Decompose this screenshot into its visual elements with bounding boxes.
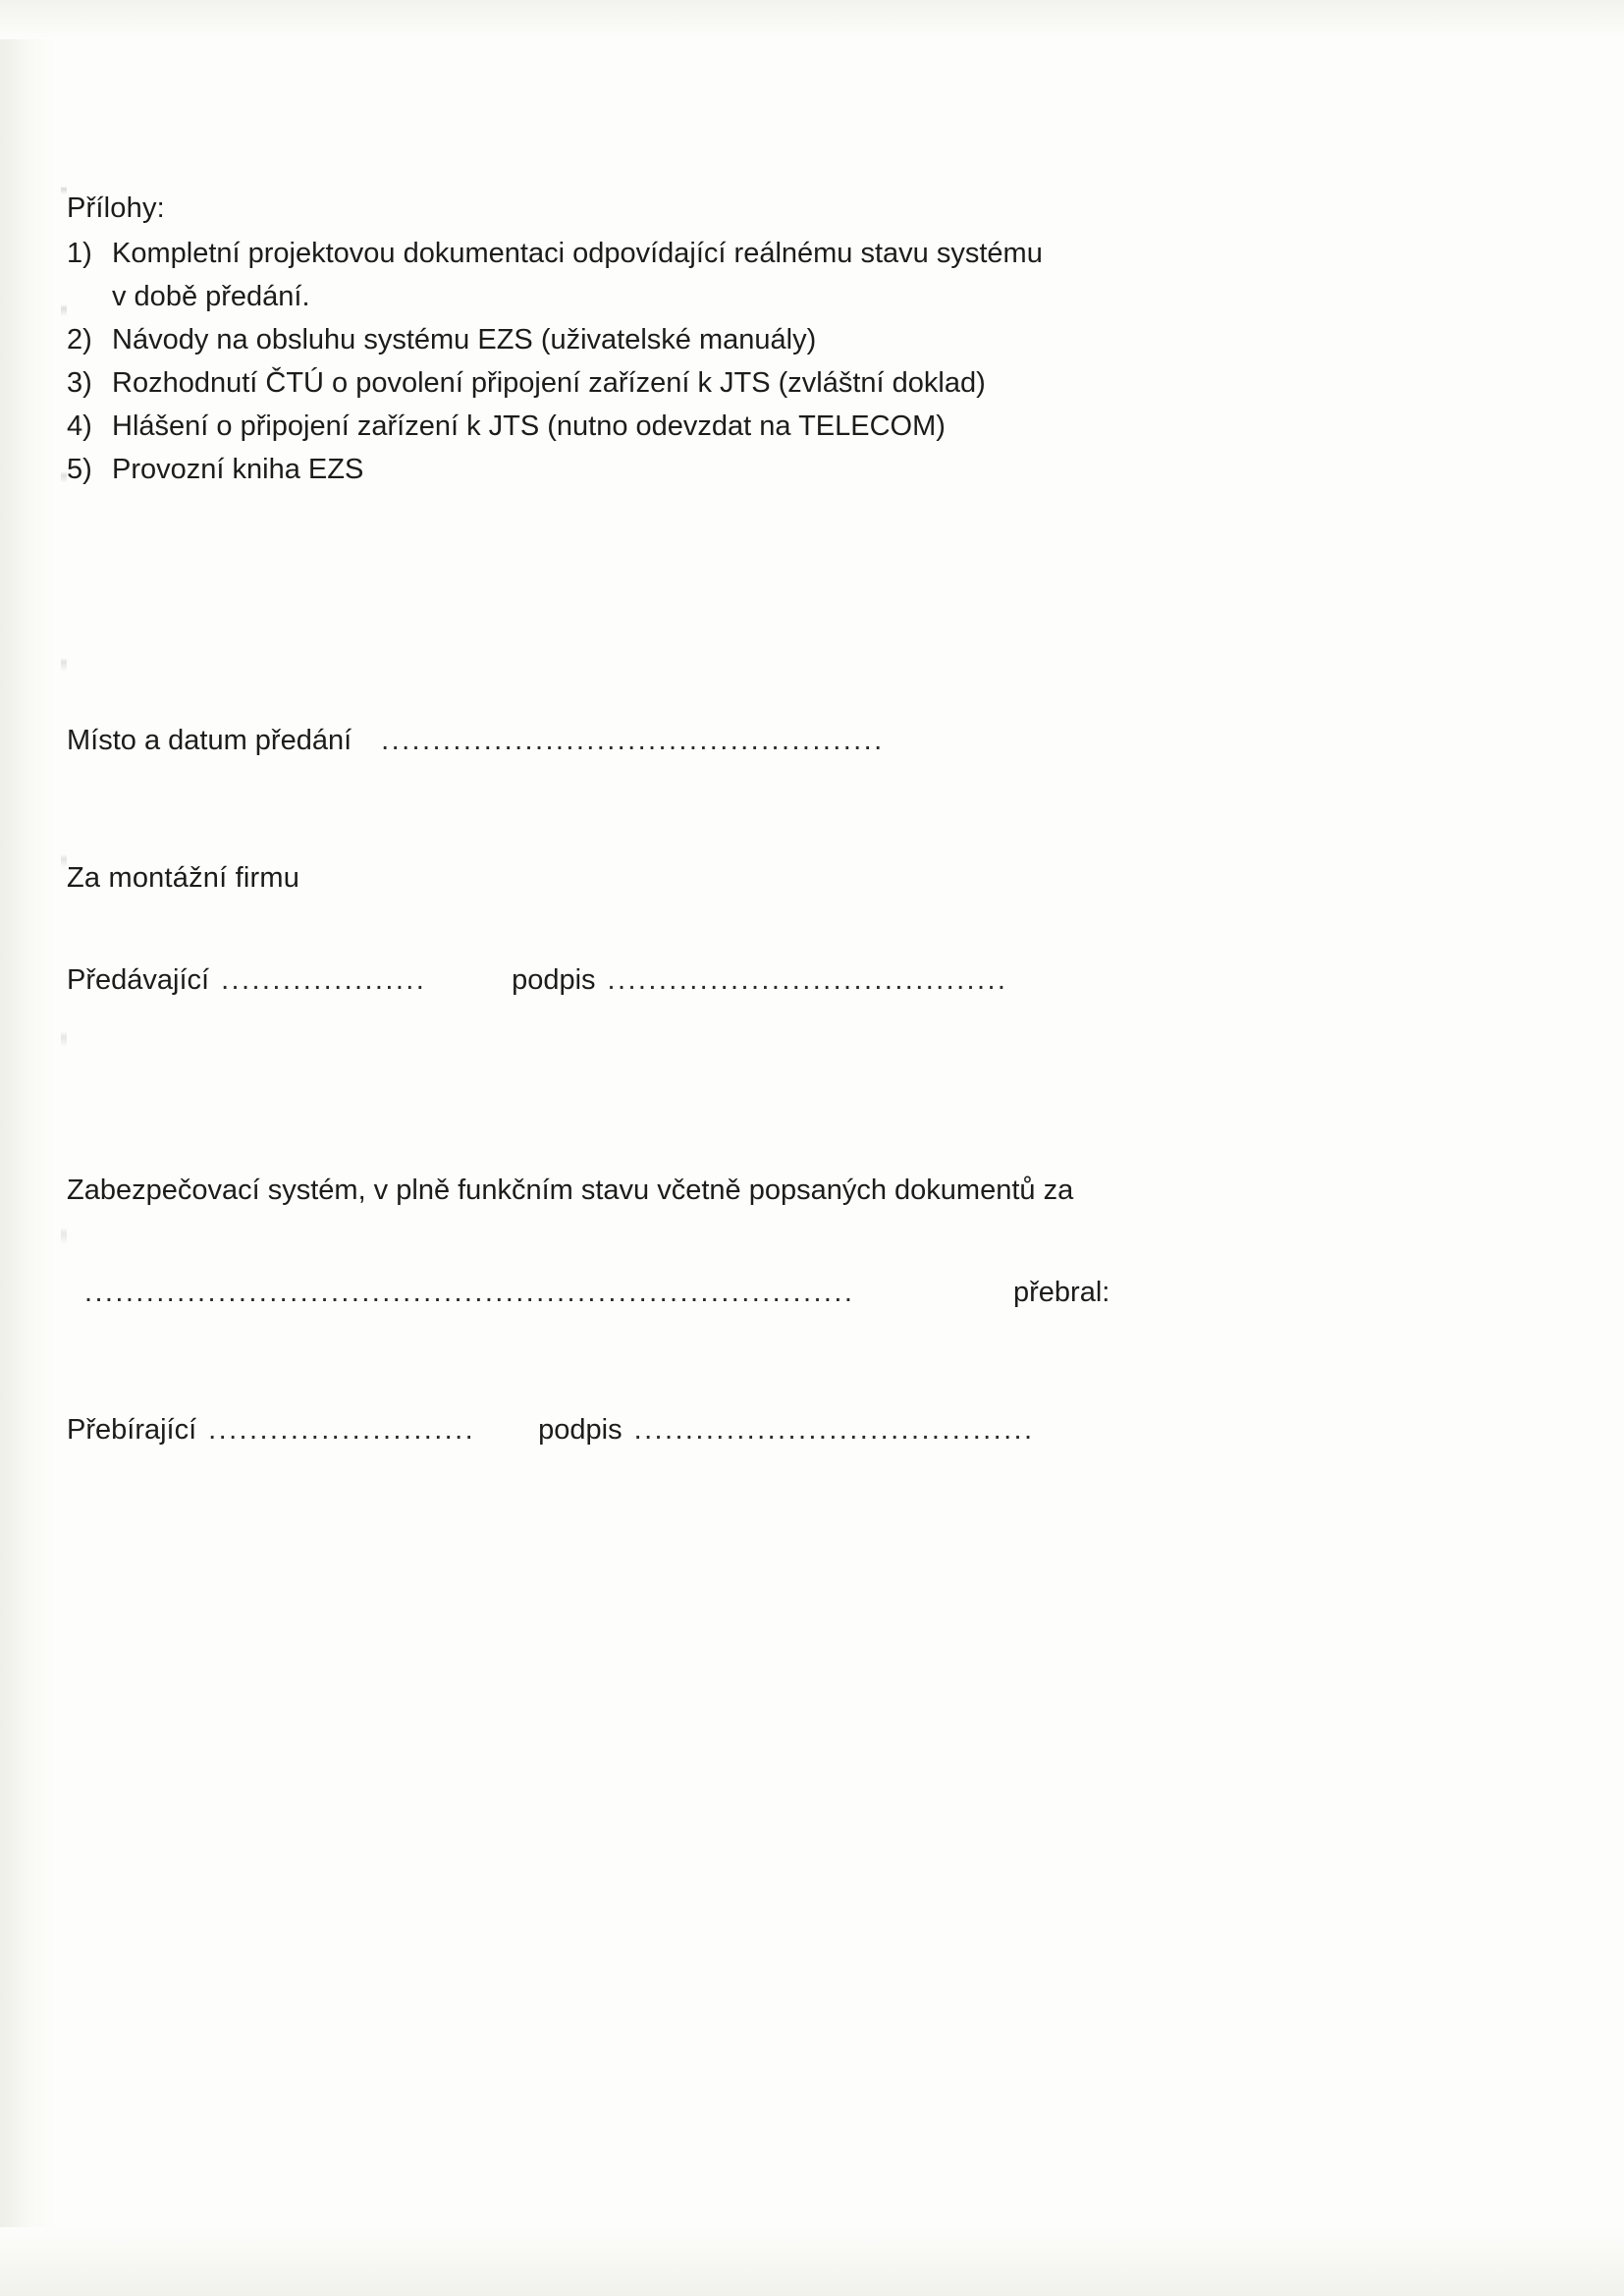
attachment-text: Rozhodnutí ČTÚ o povolení připojení zařízení k JTS (zvláštní doklad) <box>112 367 986 399</box>
attachment-text-continuation: v době předání. <box>112 281 310 312</box>
attachment-text: Návody na obsluhu systému EZS (uživatelské manuály) <box>112 324 817 355</box>
handover-name-field[interactable]: .................... <box>221 964 427 996</box>
spacer-takeover <box>67 1212 1520 1271</box>
attachment-item-5 <box>67 448 1520 491</box>
handover-row <box>67 958 1520 1002</box>
receiver-row <box>67 1408 1520 1451</box>
takeover-paragraph: Zabezpečovací systém, v plně funkčním stavu včetně popsaných dokumentů za <box>67 1175 1074 1206</box>
attachment-item-1 <box>67 232 1520 275</box>
scan-edge-bottom <box>0 2227 1624 2296</box>
receiver-name-field[interactable]: .......................... <box>208 1414 476 1446</box>
document-content <box>67 187 1520 1451</box>
attachments-heading: Přílohy: <box>67 192 165 224</box>
spacer-before-installer <box>67 762 1520 856</box>
receiver-signature-label: podpis <box>538 1414 623 1446</box>
place-date-row <box>67 719 1520 762</box>
attachment-number: 2) <box>67 324 92 355</box>
spacer-before-takeover <box>67 1002 1520 1169</box>
attachment-number: 1) <box>67 238 92 269</box>
handover-signature-label: podpis <box>512 964 596 996</box>
attachment-number: 4) <box>67 410 92 442</box>
spacer-before-receiver <box>67 1314 1520 1408</box>
receiver-signature-field[interactable]: ....................................... <box>633 1414 1035 1446</box>
receiver-label: Přebírající <box>67 1414 197 1446</box>
handover-label: Předávající <box>67 964 210 996</box>
takeover-line-row <box>67 1271 1520 1314</box>
place-date-field[interactable]: ................................................. <box>381 725 885 756</box>
attachments-list <box>67 232 1520 491</box>
spacer-installer <box>67 900 1520 958</box>
attachment-text: Provozní kniha EZS <box>112 454 364 485</box>
scan-edge-left <box>0 0 57 2296</box>
takeover-suffix-label: přebral: <box>1013 1277 1110 1308</box>
takeover-name-field[interactable]: ........................................................................... <box>84 1277 855 1308</box>
place-date-label: Místo a datum předání <box>67 725 352 756</box>
scan-edge-top <box>0 0 1624 39</box>
installer-heading: Za montážní firmu <box>67 862 300 894</box>
attachment-number: 5) <box>67 454 92 485</box>
attachment-text: Kompletní projektovou dokumentaci odpovídající reálnému stavu systému <box>112 238 1043 269</box>
attachment-text: Hlášení o připojení zařízení k JTS (nutno odevzdat na TELECOM) <box>112 410 946 442</box>
handover-signature-field[interactable]: ....................................... <box>607 964 1008 996</box>
attachment-item-2 <box>67 318 1520 361</box>
attachment-item-3 <box>67 361 1520 405</box>
spacer-after-attachments <box>67 491 1520 719</box>
attachment-number: 3) <box>67 367 92 399</box>
attachment-item-4 <box>67 405 1520 448</box>
attachment-item-1-continuation <box>67 275 1520 318</box>
